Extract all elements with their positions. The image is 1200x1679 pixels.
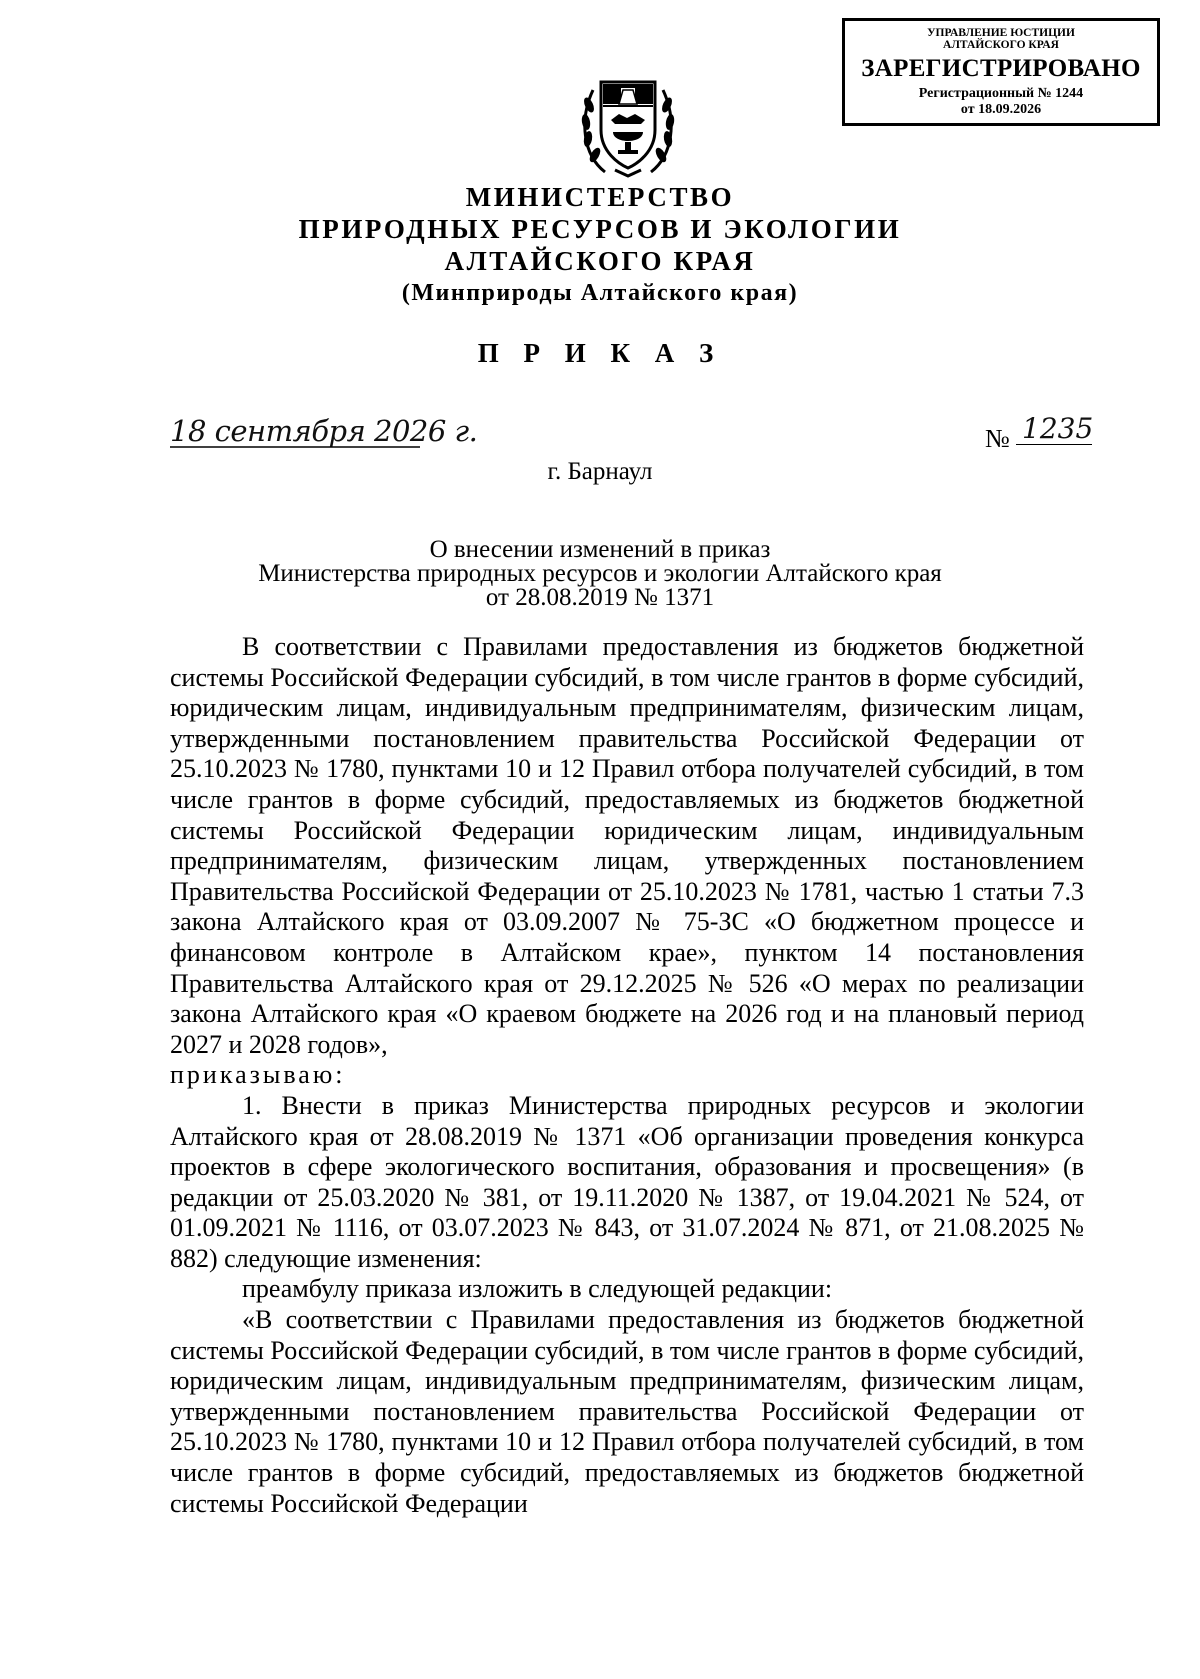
stamp-org-line2: АЛТАЙСКОГО КРАЯ: [943, 39, 1059, 51]
paragraph-preamble-change: преамбулу приказа изложить в следующей редакции:: [242, 1274, 833, 1304]
ministry-name-line1: МИНИСТЕРСТВО: [465, 182, 735, 212]
stamp-reg-date: от 18.09.2026: [960, 102, 1042, 117]
order-word: приказываю:: [170, 1060, 346, 1090]
date-underline: [170, 444, 420, 450]
document-type: П Р И К А З: [477, 338, 723, 368]
title-line1: О внесении изменений в приказ: [429, 536, 771, 563]
city: г. Барнаул: [547, 458, 653, 485]
altai-krai-coat-of-arms-icon: [575, 60, 681, 180]
stamp-org-line1: УПРАВЛЕНИЕ ЮСТИЦИИ: [927, 27, 1075, 39]
title-line3: от 28.08.2019 № 1371: [485, 584, 715, 611]
paragraph-new-preamble: «В соответствии с Правилами предоставления из бюджетов бюджетной системы Российской Федерации субсидий, в том числе грантов в форме субсидий, юридическим лицам, индивидуальным предпринимателям, физическим лицам, утвержденными постановлением правительства Российской Федерации от 25.10.2023 № 1780, пунктами 10 и 12 Правил отбора получателей субсидий, в том числе грантов в форме субсидий, предоставляемых из бюджетов бюджетной системы Российской Федерации: [170, 1305, 1084, 1518]
number-label: №: [985, 424, 1010, 453]
paragraph-item-1: 1. Внести в приказ Министерства природных ресурсов и экологии Алтайского края от 28.08.2019 № 1371 «Об организации проведения конкурса проектов в сфере экологического воспитания, образования и просвещения» (в редакции от 25.03.2020 № 381, от 19.11.2020 № 1387, от 19.04.2021 № 524, от 01.09.2021 № 1116, от 03.07.2023 № 843, от 31.07.2024 № 871, от 21.08.2025 № 882) следующие изменения:: [170, 1090, 1084, 1273]
handwritten-date-text: 18 сентября 2026 г.: [170, 414, 478, 448]
paragraph-preamble: В соответствии с Правилами предоставления из бюджетов бюджетной системы Российской Федерации субсидий, в том числе грантов в форме субсидий, юридическим лицам, индивидуальным предпринимателям, физическим лицам, утвержденными постановлением правительства Российской Федерации от 25.10.2023 № 1780, пунктами 10 и 12 Правил отбора получателей субсидий, в том числе грантов в форме субсидий, предоставляемых из бюджетов бюджетной системы Российской Федерации юридическим лицам, индивидуальным предпринимателям, физическим лицам, утвержденных постановлением Правительства Российской Федерации от 25.10.2023 № 1781, частью 1 статьи 7.3 закона Алтайского края от 03.09.2007 № 75-ЗС «О бюджетном процессе и финансовом контроле в Алтайском крае», пунктом 14 постановления Правительства Алтайского края от 29.12.2025 № 526 «О мерах по реализации закона Алтайского края «О краевом бюджете на 2026 год и на плановый период 2027 и 2028 годов»,: [170, 632, 1084, 1059]
handwritten-date: [170, 414, 478, 454]
title-line2: Министерства природных ресурсов и экологии Алтайского края: [258, 560, 942, 587]
handwritten-number: 1235: [1016, 414, 1092, 445]
ministry-short-name: (Минприроды Алтайского края): [401, 280, 799, 306]
registration-stamp: [842, 18, 1160, 126]
document-title: [0, 538, 1200, 610]
ministry-name-line3: АЛТАЙСКОГО КРАЯ: [444, 246, 756, 276]
ministry-name-line2: ПРИРОДНЫХ РЕСУРСОВ И ЭКОЛОГИИ: [298, 214, 902, 244]
stamp-status: ЗАРЕГИСТРИРОВАНО: [861, 55, 1141, 82]
document-body: [170, 632, 1084, 1519]
stamp-reg-number: Регистрационный № 1244: [918, 86, 1084, 101]
